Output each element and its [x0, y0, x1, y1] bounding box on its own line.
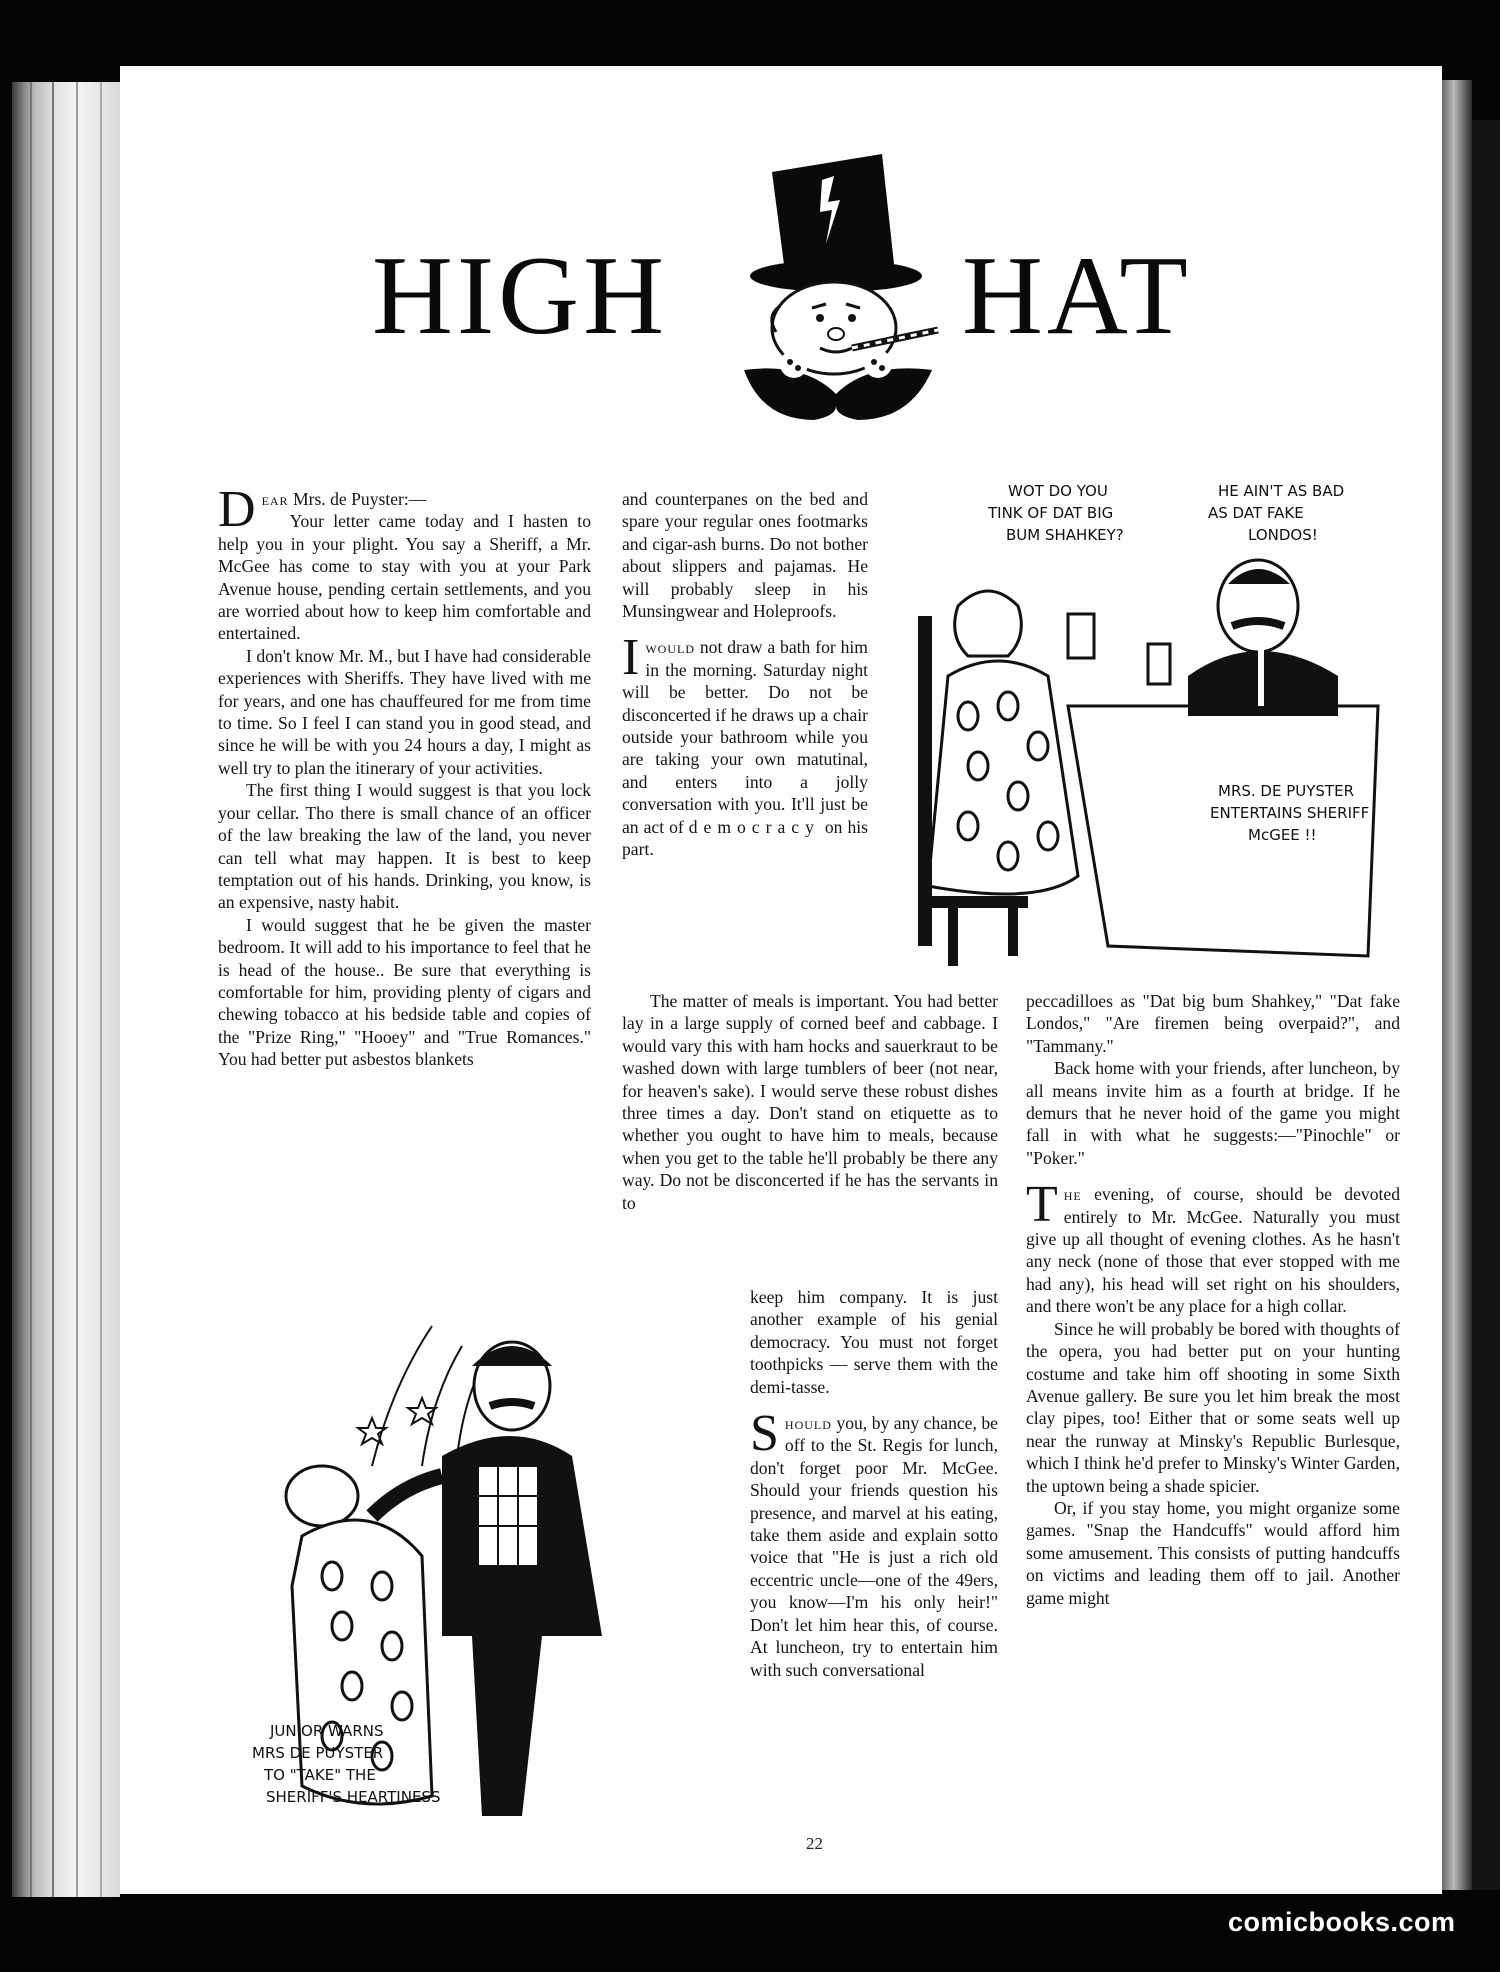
top-hat-mascot-illustration: [716, 152, 968, 424]
paragraph: [750, 1405, 998, 1681]
article-column-2-lower: [750, 1286, 998, 1681]
lead-smallcaps: would: [645, 637, 695, 658]
article-column-3: [1026, 990, 1400, 1609]
paragraph: keep him company. It is just another example of his genial democracy. You must not forget toothpicks — serve them with the demi-tasse.: [750, 1287, 998, 1397]
speech-bubble-right-line: AS DAT FAKE: [1208, 504, 1304, 522]
salutation-smallcaps: ear: [261, 489, 289, 509]
cartoon-caption-line: ENTERTAINS SHERIFF: [1210, 804, 1370, 822]
page-edge-line: [76, 82, 78, 1897]
next-page-edge: [1442, 80, 1472, 1890]
cartoon-caption-line: MRS DE PUYSTER: [252, 1744, 384, 1762]
book-page-stack: [12, 82, 120, 1897]
speech-bubble-right-line: LONDOS!: [1248, 526, 1318, 544]
page-edge-line: [30, 82, 32, 1897]
paragraph: Your letter came today and I hasten to help you in your plight. You say a Sheriff, a Mr. McGee has come to stay with you at your Park Avenue house, pending certain settlements, and you are worried about how to keep him comfortable and entertained.: [218, 511, 591, 644]
book-shadow: [1472, 120, 1500, 1890]
sheriff-cartoon-illustration: [242, 1306, 742, 1826]
title-hat: HAT: [962, 234, 1192, 358]
paragraph: and counterpanes on the bed and spare your regular ones footmarks and cigar-ash burns. Do not bother about slippers and pajamas. He will probably sleep in his Munsingwear and Holeproofs.: [622, 489, 868, 622]
site-watermark: comicbooks.com: [1228, 1907, 1456, 1937]
salutation-text: Mrs. de Puyster:—: [288, 489, 427, 509]
paragraph: Back home with your friends, after luncheon, by all means invite him as a fourth at bridge. If he demurs that he never hoid of the game you might fall in with what he suggests:—"Pinochle" or "Poker.": [1026, 1058, 1400, 1168]
article-column-2: [622, 488, 868, 861]
paragraph: Or, if you stay home, you might organize some games. "Snap the Handcuffs" would afford him some amusement. This consists of putting handcuffs on victims and leading them off to jail. Another game might: [1026, 1497, 1400, 1608]
speech-bubble-left-line: WOT DO YOU: [1008, 482, 1108, 500]
speech-bubble-left-line: TINK OF DAT BIG: [988, 504, 1114, 522]
dinner-cartoon-illustration: [888, 476, 1388, 966]
article-column-2-wide: [622, 990, 998, 1214]
paragraph-text: evening, of course, should be devoted entirely to Mr. McGee. Naturally you must give up all thought of evening clothes. As he hasn't any neck (none of those that ever stopped with me had any), his head will set right on his shoulders, and there won't be any place for a high collar.: [1026, 1184, 1400, 1317]
paragraph-text: you, by any chance, be off to the St. Regis for lunch, don't forget poor Mr. McGee. Should your friends question his presence, and marvel at his eating, take them aside and explain sotto voice that "He is just a rich old eccentric uncle—one of the 49ers, you know—I'm his only heir!" Don't let him hear this, of course. At luncheon, try to entertain him with such conversational: [750, 1413, 998, 1680]
drop-cap: D: [218, 481, 256, 538]
speech-bubble-left-line: BUM SHAHKEY?: [1006, 526, 1124, 544]
cartoon-caption-line: TO "TAKE" THE: [264, 1766, 376, 1784]
paragraph: The matter of meals is important. You had better lay in a large supply of corned beef and cabbage. I would vary this with ham hocks and sauerkraut to be washed down with large tumblers of beer (not near, for heaven's sake). I would serve these robust dishes three times a day. Don't stand on etiquette as to whether you ought to have him to meals, because when you get to the table he'll probably be there any way. Do not be disconcerted if he has the servants in to: [622, 991, 998, 1213]
paragraph-text: on his part.: [622, 816, 868, 860]
speech-bubble-right-line: HE AIN'T AS BAD: [1218, 482, 1345, 500]
paragraph: [622, 629, 868, 860]
cartoon-caption-line: JUNIOR WARNS: [270, 1722, 384, 1740]
drop-cap: T: [1026, 1176, 1058, 1234]
paragraph: [1026, 1176, 1400, 1317]
page-number: 22: [806, 1834, 823, 1853]
page-edge-line: [100, 82, 102, 1897]
paragraph-text: not draw a bath for him in the morning. Saturday night will be better. Do not be disconcerted if he draws up a chair outside your bathroom while you are taking your own matutinal, and enters into a jolly conversation with you. It'll just be an act of: [622, 637, 868, 837]
drop-cap: S: [750, 1405, 779, 1463]
salutation: [218, 481, 591, 538]
article-column-1: [218, 481, 591, 1071]
cartoon-caption-line: MRS. DE PUYSTER: [1218, 782, 1354, 800]
drop-cap: I: [622, 629, 640, 687]
title-high: HIGH: [372, 234, 668, 358]
paragraph: Since he will probably be bored with thoughts of the opera, you had better put on your hunting costume and take him off shooting in some Sixth Avenue gallery. Be sure you let him break the most clay pipes, too! Either that or some seats well up near the runway at Minsky's Republic Burlesque, which I think he'd prefer to Minsky's Winter Garden, the uptown being a shade spicier.: [1026, 1318, 1400, 1496]
paragraph: I don't know Mr. M., but I have had considerable experiences with Sheriffs. They have lived with me for years, and one has chauffeured for me from time to time. So I feel I can stand you in good stead, and since he will be with you 24 hours a day, I might as well try to plan the itinerary of your activities.: [218, 645, 591, 778]
spaced-word: democracy: [688, 816, 820, 837]
lead-smallcaps: hould: [784, 1413, 832, 1434]
lead-smallcaps: he: [1063, 1184, 1082, 1205]
paragraph: peccadilloes as "Dat big bum Shahkey," "Dat fake Londos," "Are firemen being overpaid?", and "Tammany.": [1026, 991, 1400, 1056]
cartoon-caption-line: SHERIFF'S HEARTINESS: [266, 1788, 441, 1806]
paragraph: The first thing I would suggest is that you lock your cellar. Tho there is small chance of an officer of the law breaking the law of the land, you never can tell what may happen. It is best to keep temptation out of his hands. Drinking, you know, is an expensive, nasty habit.: [218, 780, 591, 913]
paragraph: I would suggest that he be given the master bedroom. It will add to his importance to feel that he is head of the house.. Be sure that everything is comfortable for him, providing plenty of cigars and chewing tobacco at his bedside table and copies of the "Prize Ring," "Hooey" and "True Romances." You had better put asbestos blankets: [218, 914, 591, 1070]
page-edge-line: [52, 82, 54, 1897]
cartoon-caption-line: McGEE !!: [1248, 826, 1317, 844]
